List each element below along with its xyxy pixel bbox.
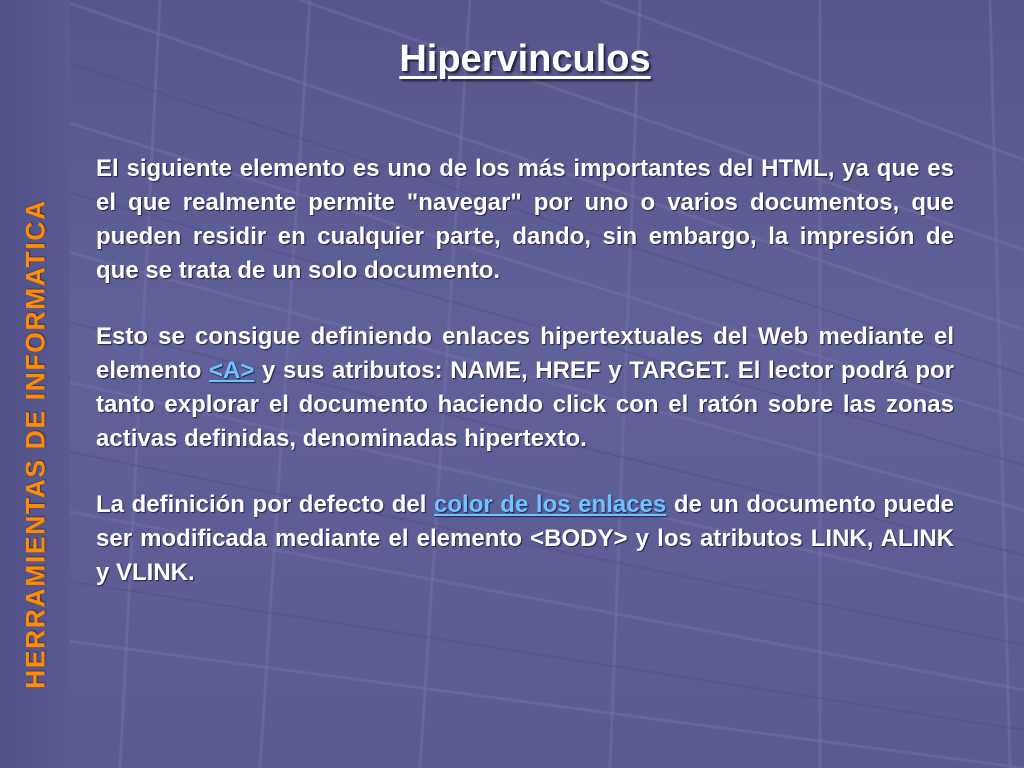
- paragraph-3: [96, 488, 954, 590]
- slide-title: Hipervinculos: [399, 38, 651, 80]
- link-colors-link[interactable]: color de los enlaces: [434, 491, 667, 518]
- paragraph-2: [96, 320, 954, 456]
- slide-body: [96, 152, 954, 622]
- paragraph-2-text-before: Esto se consigue definiendo enlaces hipertextuales del Web mediante el elemento: [96, 323, 954, 384]
- side-title: HERRAMIENTAS DE INFORMATICA: [20, 199, 51, 689]
- paragraph-1: El siguiente elemento es uno de los más importantes del HTML, ya que es el que realmente permite "navegar" por uno o varios documentos, que pueden residir en cualquier parte, dando, sin embargo, la impresión de que se trata de un solo documento.: [96, 155, 954, 284]
- paragraph-3-text-before: La definición por defecto del: [96, 491, 435, 518]
- a-element-link[interactable]: <A>: [209, 357, 255, 384]
- paragraph-3-text-after: de un documento puede ser modificada mediante el elemento <BODY> y los atributos LINK, ALINK y VLINK.: [96, 491, 954, 586]
- paragraph-2-text-after: y sus atributos: NAME, HREF y TARGET. El lector podrá por tanto explorar el documento haciendo click con el ratón sobre las zonas activas definidas, denominadas hipertexto.: [96, 357, 954, 452]
